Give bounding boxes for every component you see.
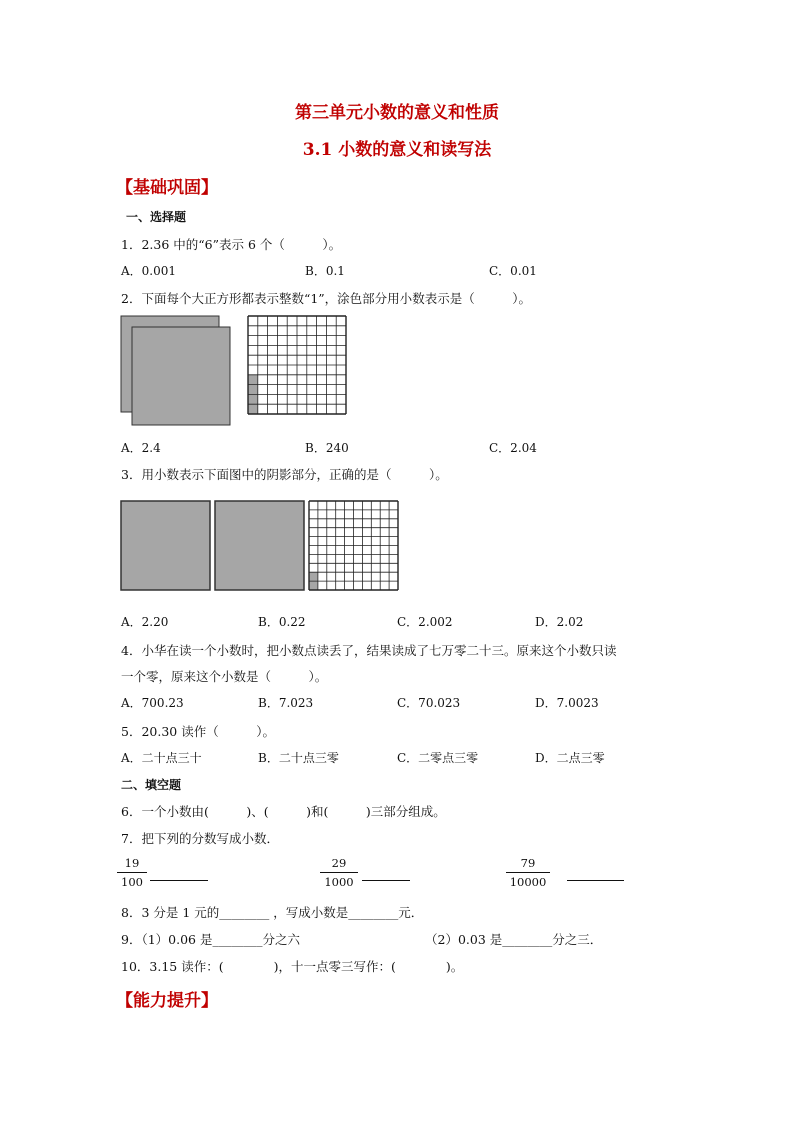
q3-figure [118,498,402,594]
question-6: 6．一个小数由( )、( )和( )三部分组成。 [121,804,446,819]
q3-option-d[interactable]: D．2.02 [535,615,584,629]
question-9-part-2: （2）0.03 是________分之三． [425,932,603,947]
fraction-3-denominator: 10000 [509,875,547,889]
fraction-3-numerator: 79 [520,856,536,870]
q4-option-b[interactable]: B．7.023 [258,696,314,710]
q3-square-1 [121,501,210,590]
q5-option-c[interactable]: C．二零点三零 [397,751,479,765]
q3-option-a[interactable]: A．2.20 [121,615,169,629]
question-1: 1．2.36 中的“6”表示 6 个（ ）。 [121,237,342,252]
question-5: 5．20.30 读作（ ）。 [121,724,275,739]
q3-option-c[interactable]: C．2.002 [397,615,453,629]
q4-option-d[interactable]: D．7.0023 [535,696,599,710]
q2-hundred-grid [248,316,346,414]
fraction-2 [320,856,358,889]
fraction-1 [117,856,147,889]
fraction-2-numerator: 29 [331,856,347,870]
fraction-1-numerator: 19 [124,856,140,870]
q5-option-b[interactable]: B．二十点三零 [258,751,339,765]
shaded-cell [309,581,318,590]
q3-option-b[interactable]: B．0.22 [258,615,306,629]
fraction-2-answer-blank[interactable] [362,880,410,881]
part-choice-heading: 一、选择题 [126,210,187,224]
page-subtitle: 3.1 小数的意义和读写法 [302,140,492,160]
shaded-cell [248,375,258,385]
question-4-line2: 一个零，原来这个小数是（ ）。 [121,669,328,684]
q2-front-square [132,327,230,425]
q3-hundred-grid [309,501,398,590]
question-2: 2．下面每个大正方形都表示整数“1”，涂色部分用小数表示是（ ）。 [121,291,531,306]
q1-option-b[interactable]: B．0.1 [305,264,345,278]
q4-option-a[interactable]: A．700.23 [121,696,184,710]
shaded-cell [248,394,258,404]
question-7: 7．把下列的分数写成小数． [121,831,279,846]
q2-figure [118,312,350,428]
q2-option-b[interactable]: B．240 [305,441,349,455]
section-advanced-heading: 【能力提升】 [116,991,218,1011]
shaded-cell [248,385,258,395]
fraction-3 [506,856,550,889]
question-4-line1: 4．小华在读一个小数时，把小数点读丢了，结果读成了七万零二十三。原来这个小数只读 [121,643,617,658]
q1-option-a[interactable]: A．0.001 [121,264,177,278]
fraction-3-answer-blank[interactable] [567,880,624,881]
part-fill-heading: 二、填空题 [121,778,182,792]
q5-option-d[interactable]: D．二点三零 [535,751,605,765]
page-title: 第三单元小数的意义和性质 [295,103,499,123]
question-10: 10．3.15 读作：( )，十一点零三写作：( )。 [121,959,464,974]
q2-option-c[interactable]: C．2.04 [489,441,537,455]
question-8: 8．3 分是 1 元的________ ，写成小数是________元． [121,905,424,920]
fraction-1-answer-blank[interactable] [150,880,208,881]
shaded-cell [309,572,318,581]
q3-square-2 [215,501,304,590]
q5-option-a[interactable]: A．二十点三十 [121,751,202,765]
section-basic-heading: 【基础巩固】 [116,178,218,198]
shaded-cell [248,404,258,414]
fraction-2-denominator: 1000 [324,875,354,889]
fraction-1-denominator: 100 [121,875,143,889]
q4-option-c[interactable]: C．70.023 [397,696,461,710]
q1-option-c[interactable]: C．0.01 [489,264,537,278]
question-3: 3．用小数表示下面图中的阴影部分，正确的是（ ）。 [121,467,448,482]
question-9-part-1: 9．（1）0.06 是________分之六 [121,932,300,947]
q2-option-a[interactable]: A．2.4 [121,441,161,455]
